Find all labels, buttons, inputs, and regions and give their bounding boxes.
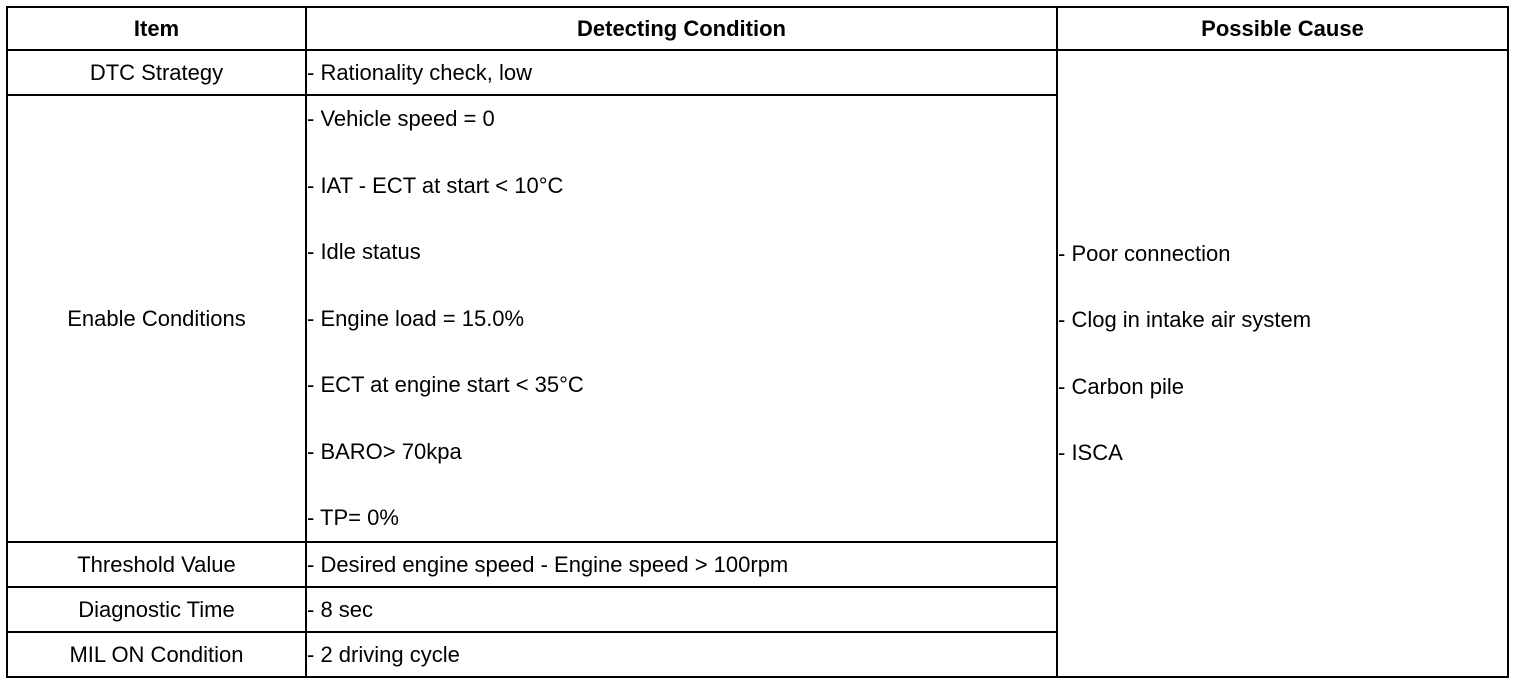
header-detecting-condition: Detecting Condition <box>306 7 1057 50</box>
condition-tp: - TP= 0% <box>307 505 399 530</box>
condition-dtc-strategy: - Rationality check, low <box>306 50 1057 95</box>
condition-ect-start: - ECT at engine start < 35°C <box>307 372 584 397</box>
item-threshold-value: Threshold Value <box>7 542 306 587</box>
condition-vehicle-speed: - Vehicle speed = 0 <box>307 106 495 131</box>
row-dtc-strategy <box>7 50 1508 95</box>
item-dtc-strategy: DTC Strategy <box>7 50 306 95</box>
condition-engine-load: - Engine load = 15.0% <box>307 305 525 331</box>
item-mil-on-condition: MIL ON Condition <box>7 632 306 677</box>
cause-clog-intake: - Clog in intake air system <box>1058 307 1312 332</box>
condition-idle-status: - Idle status <box>307 239 421 264</box>
possible-cause-cell <box>1057 50 1508 677</box>
cause-isca: - ISCA <box>1058 440 1123 465</box>
item-diagnostic-time: Diagnostic Time <box>7 587 306 632</box>
header-row <box>7 7 1508 50</box>
header-item: Item <box>7 7 306 50</box>
condition-diagnostic-time: - 8 sec <box>306 587 1057 632</box>
dtc-spec-table <box>6 6 1509 678</box>
condition-threshold: - Desired engine speed - Engine speed > 100rpm <box>306 542 1057 587</box>
item-enable-conditions: Enable Conditions <box>7 95 306 542</box>
condition-iat-ect: - IAT - ECT at start < 10°C <box>307 172 564 198</box>
condition-baro: - BARO> 70kpa <box>307 438 462 464</box>
condition-mil-on: - 2 driving cycle <box>306 632 1057 677</box>
cause-carbon-pile: - Carbon pile <box>1058 373 1184 399</box>
condition-enable-list <box>306 95 1057 542</box>
header-possible-cause: Possible Cause <box>1057 7 1508 50</box>
cause-poor-connection: - Poor connection <box>1058 240 1231 266</box>
